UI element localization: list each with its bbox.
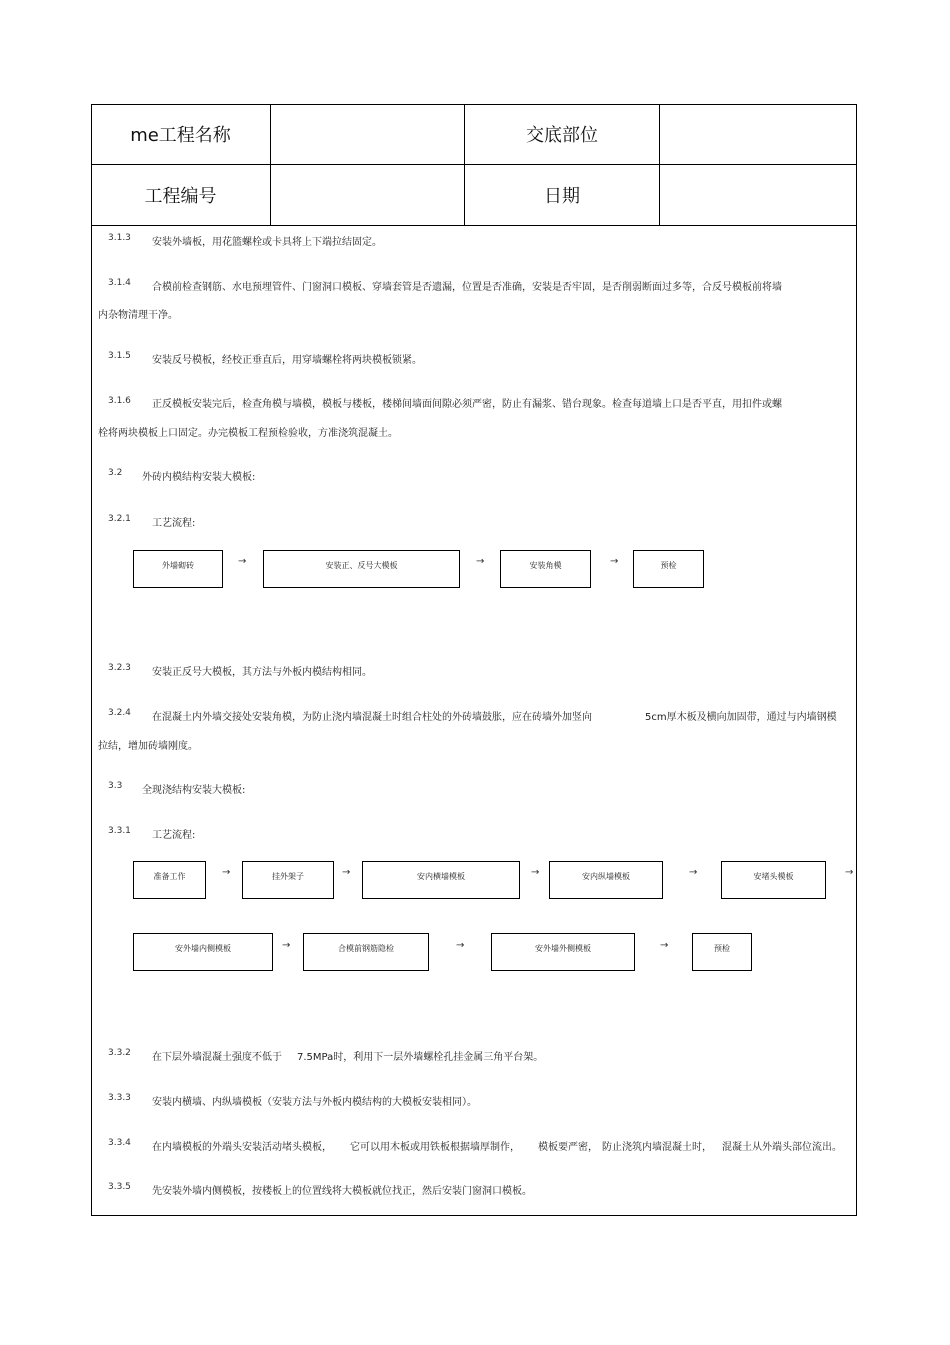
item-text-part: 混凝土从外端头部位流出。	[722, 1142, 842, 1153]
handover-part-value[interactable]	[660, 104, 857, 164]
date-label: 日期	[544, 186, 580, 207]
item-text-part: 防止浇筑内墙混凝土时，	[602, 1142, 712, 1153]
flow-arrow: →	[531, 867, 540, 878]
flow-step-box: 安装角模	[500, 550, 591, 588]
flow-arrow: →	[476, 556, 485, 567]
item-number: 3.2.1	[108, 514, 131, 524]
flow-step-box: 预检	[692, 933, 752, 971]
item-text: 在下层外墙混凝土强度不低于	[152, 1052, 282, 1063]
flow-step-box: 安堵头模板	[721, 861, 826, 899]
item-text-cont: 内杂物清理干净。	[98, 310, 178, 321]
date-value[interactable]	[660, 165, 857, 225]
item-text: 安装外墙板，用花篮螺栓或卡具将上下端拉结固定。	[152, 237, 382, 248]
item-text: 正反模板安装完后，检查角模与墙模，模板与楼板，楼梯间墙面间隙必须严密，防止有漏浆、错台现象。检查每道墙上口是否平直，用扣件或螺	[152, 399, 782, 410]
item-number: 3.3.3	[108, 1093, 131, 1103]
flow-arrow: →	[689, 867, 698, 878]
flow-step-box: 准备工作	[133, 861, 206, 899]
flow-step-box: 外墙砌砖	[133, 550, 223, 588]
flow-step-box: 安外墙外侧模板	[491, 933, 635, 971]
item-text: 合模前检查钢筋、水电预埋管件、门窗洞口模板、穿墙套管是否遗漏，位置是否准确，安装是否牢固，是否削弱断面过多等，合反号模板前将墙	[152, 282, 782, 293]
flow-step-box: 安外墙内侧模板	[133, 933, 273, 971]
item-text-part: 它可以用木板或用铁板根据墙厚制作，	[350, 1142, 520, 1153]
flow-step-box: 安内纵墙模板	[549, 861, 663, 899]
item-number: 3.3.4	[108, 1138, 131, 1148]
item-number: 3.1.4	[108, 278, 131, 288]
flow-step-box: 安装正、反号大模板	[263, 550, 460, 588]
item-number: 3.1.5	[108, 351, 131, 361]
item-text-cont: 拉结，增加砖墙刚度。	[98, 741, 198, 752]
item-number: 3.3.2	[108, 1048, 131, 1058]
flow-step-box: 预检	[633, 550, 704, 588]
item-text-mid: 7.5MPa时，利用下一层外墙螺栓孔挂金属三角平台架。	[297, 1052, 544, 1063]
handover-part-label: 交底部位	[526, 125, 598, 146]
item-text-cont: 栓将两块模板上口固定。办完模板工程预检验收，方准浇筑混凝土。	[98, 428, 398, 439]
item-text: 工艺流程:	[152, 518, 196, 529]
flow-arrow: →	[282, 940, 291, 951]
flow-arrow: →	[610, 556, 619, 567]
flow-arrow: →	[222, 867, 231, 878]
project-name-label: me工程名称	[130, 125, 231, 146]
project-name-value[interactable]	[271, 104, 464, 164]
item-number: 3.1.3	[108, 233, 131, 243]
flow-arrow: →	[456, 940, 465, 951]
item-text: 安装反号模板，经校正垂直后，用穿墙螺栓将两块模板锁紧。	[152, 355, 422, 366]
item-text: 工艺流程:	[152, 830, 196, 841]
project-no-label: 工程编号	[144, 186, 217, 207]
item-number: 3.3.5	[108, 1182, 131, 1192]
item-number: 3.2.3	[108, 663, 131, 673]
item-number: 3.2.4	[108, 708, 131, 718]
flow-arrow: →	[660, 940, 669, 951]
section-title: 外砖内模结构安装大模板:	[142, 472, 256, 483]
item-text: 在混凝土内外墙交接处安装角模，为防止浇内墙混凝土时组合柱处的外砖墙鼓胀，应在砖墙外加竖向	[152, 712, 592, 723]
item-text: 安装正反号大模板，其方法与外板内模结构相同。	[152, 667, 372, 678]
item-number: 3.1.6	[108, 396, 131, 406]
flow-arrow: →	[238, 556, 247, 567]
header-divider-bottom	[91, 225, 857, 226]
flow-step-box: 合模前钢筋隐检	[303, 933, 429, 971]
flow-arrow: →	[342, 867, 351, 878]
flow-step-box: 挂外架子	[242, 861, 334, 899]
project-no-value[interactable]	[271, 165, 464, 225]
item-number: 3.3.1	[108, 826, 131, 836]
section-title: 全现浇结构安装大模板:	[142, 785, 246, 796]
section-number: 3.2	[108, 468, 123, 478]
item-text: 先安装外墙内侧模板，按楼板上的位置线将大模板就位找正，然后安装门窗洞口模板。	[152, 1186, 532, 1197]
flow-step-box: 安内横墙模板	[362, 861, 520, 899]
item-text: 安装内横墙、内纵墙模板（安装方法与外板内模结构的大模板安装相同）。	[152, 1097, 477, 1108]
item-text: 在内墙模板的外端头安装活动堵头模板，	[152, 1142, 332, 1153]
section-number: 3.3	[108, 781, 123, 791]
item-text-part: 模板要严密，	[538, 1142, 598, 1153]
item-text-mid: 5cm厚木板及横向加固带，通过与内墙钢模	[645, 712, 837, 723]
flow-arrow: →	[845, 867, 854, 878]
